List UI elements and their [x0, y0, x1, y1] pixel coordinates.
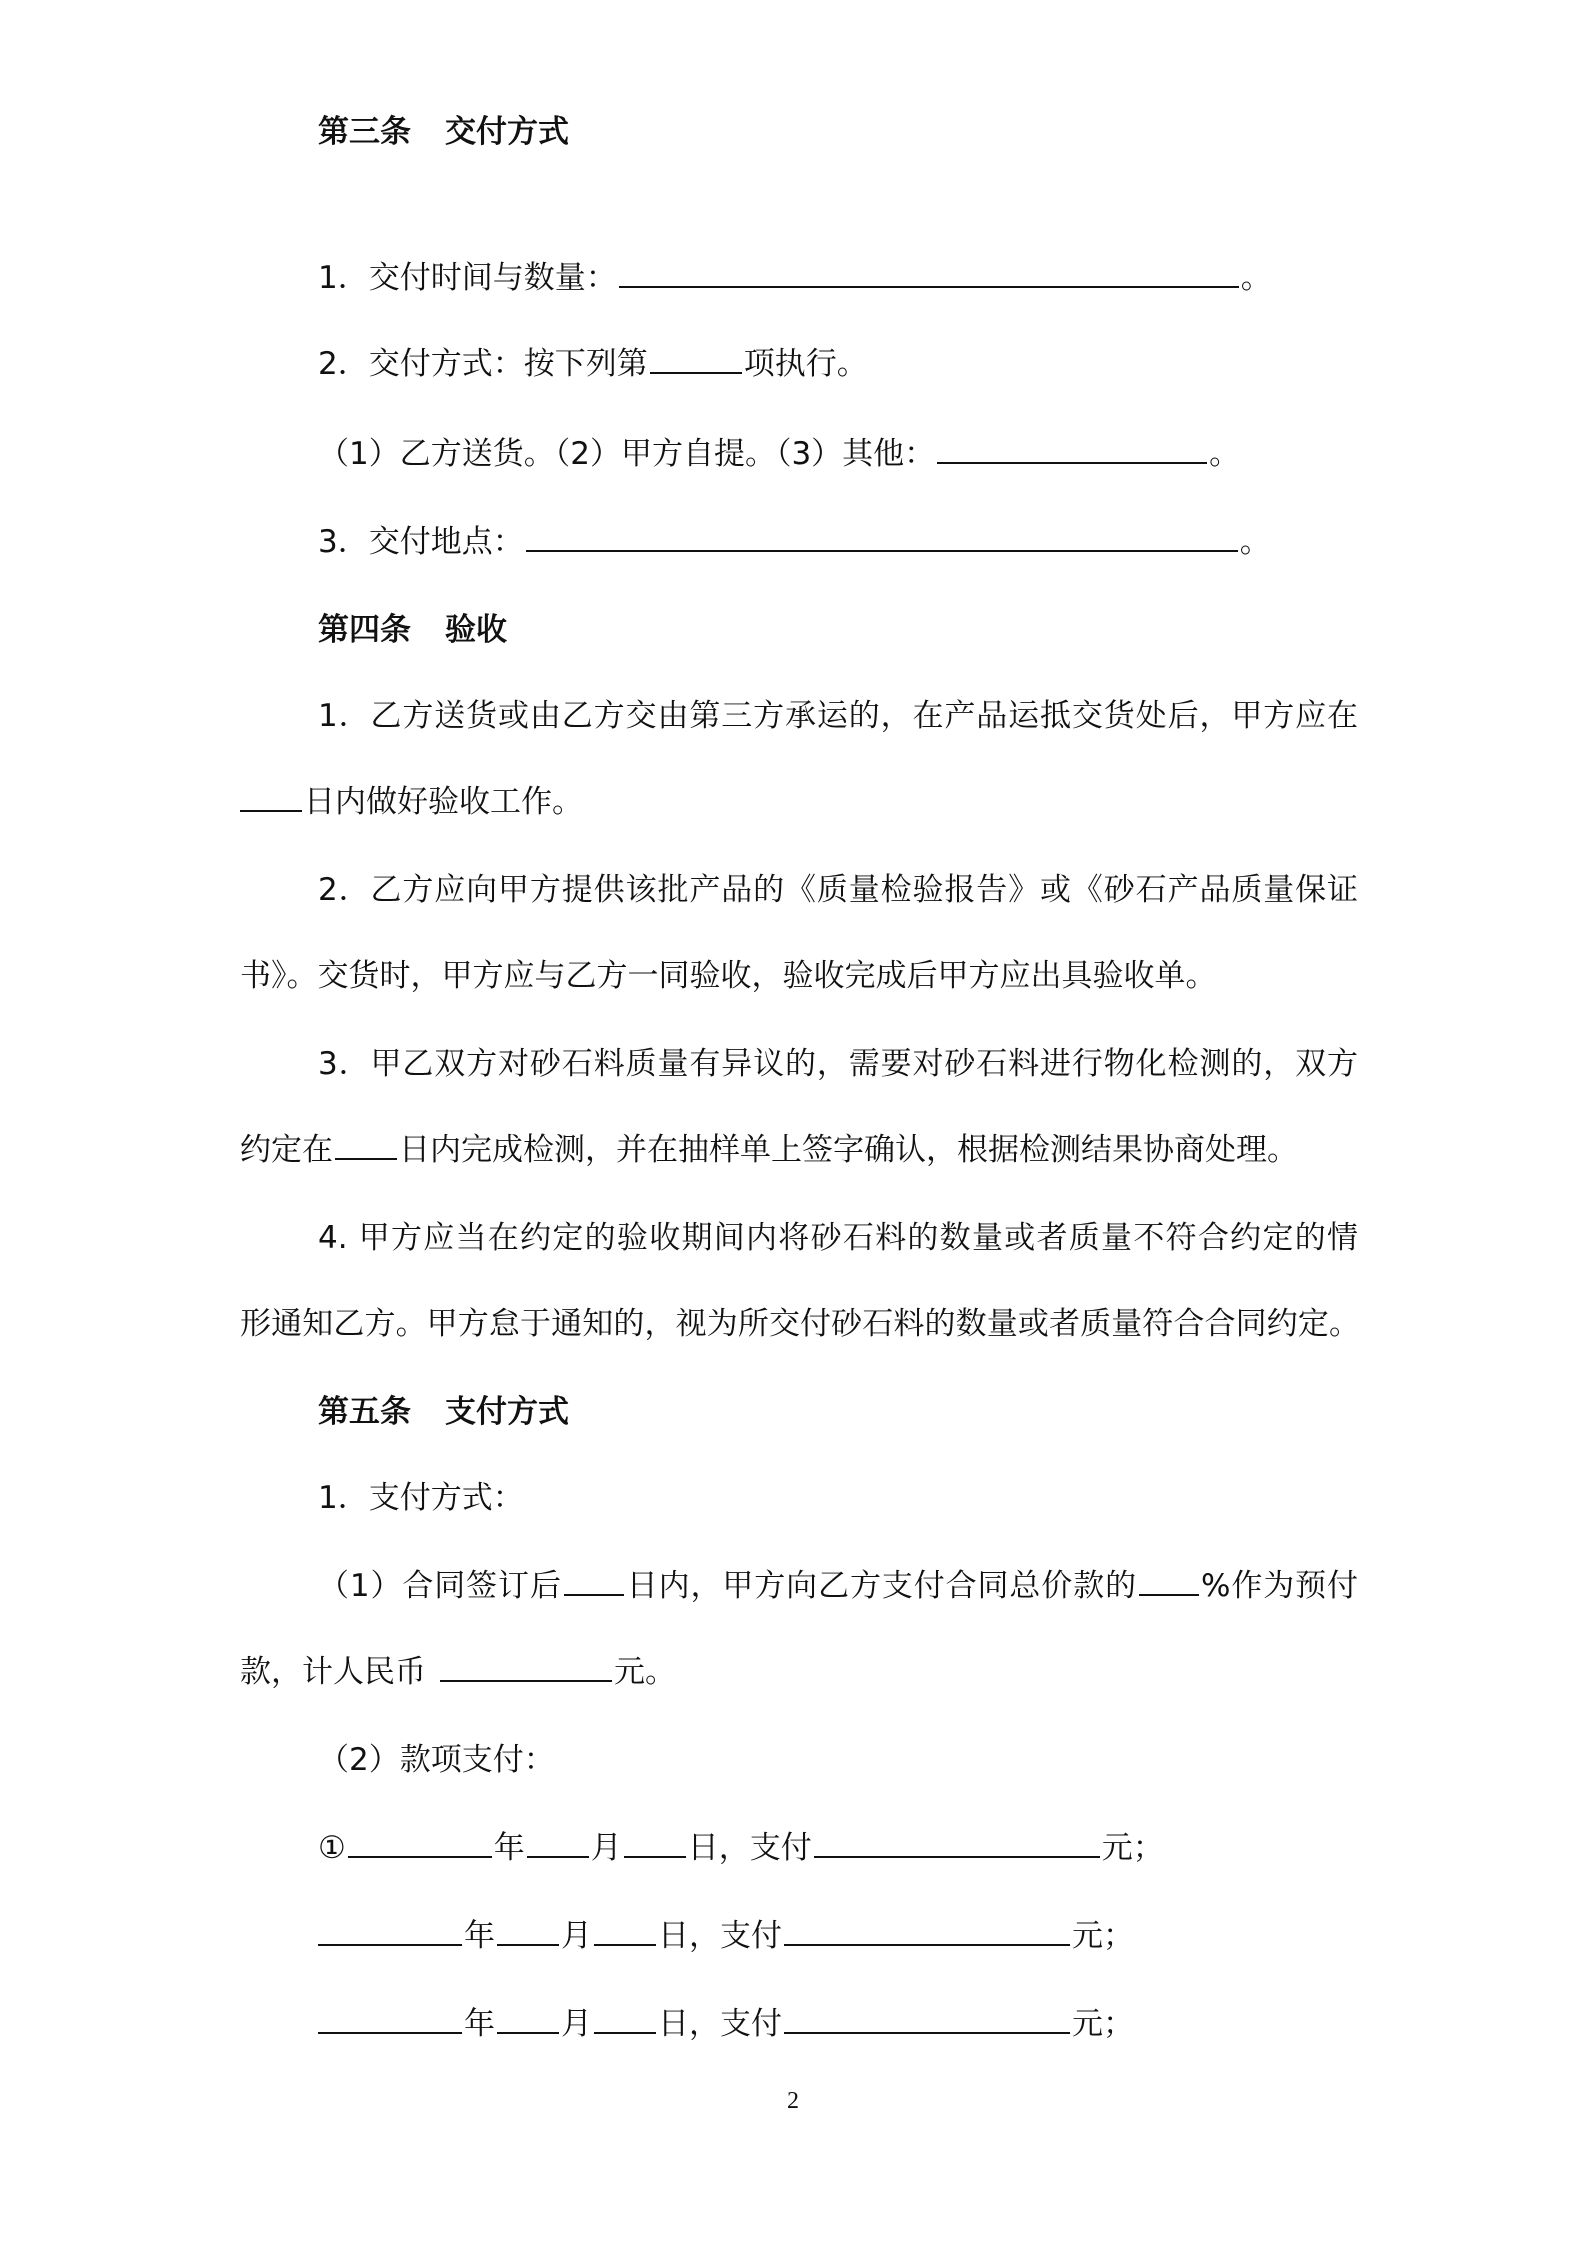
blank-field[interactable]	[624, 1826, 686, 1858]
blank-field[interactable]	[348, 1826, 492, 1858]
clause-text: 日，支付	[687, 1830, 812, 1866]
clause-text: 日内，甲方向乙方支付合同总价款的	[625, 1568, 1137, 1604]
article-number: 第四条	[318, 612, 411, 648]
blank-field[interactable]	[650, 342, 742, 374]
acceptance-clause-4-line-2	[240, 1294, 1360, 1354]
clause-text: 。	[1240, 260, 1272, 296]
blank-field[interactable]	[814, 1826, 1100, 1858]
delivery-options-line	[318, 424, 1438, 484]
acceptance-clause-2-line-1	[318, 860, 1358, 920]
clause-text: 1．乙方送货或由乙方交由第三方承运的，在产品运抵交货处后，甲方应在	[318, 698, 1358, 734]
page-number: 2	[787, 2088, 799, 2114]
prepayment-line-1	[318, 1556, 1358, 1616]
blank-field[interactable]	[526, 520, 1238, 552]
clause-text: 。	[1239, 524, 1271, 560]
blank-field[interactable]	[240, 780, 302, 812]
clause-text: （2）款项支付：	[318, 1742, 555, 1778]
delivery-time-quantity-line	[318, 248, 1438, 308]
article-5-heading	[318, 1382, 1438, 1442]
clause-text: 1．支付方式：	[318, 1480, 524, 1516]
clause-text: 4. 甲方应当在约定的验收期间内将砂石料的数量或者质量不符合约定的情	[318, 1220, 1358, 1256]
clause-text: 形通知乙方。甲方怠于通知的，视为所交付砂石料的数量或者质量符合合同约定。	[240, 1306, 1360, 1342]
clause-text: 月	[561, 2006, 592, 2042]
clause-text: 年	[464, 2006, 495, 2042]
blank-field[interactable]	[497, 1914, 559, 1946]
clause-text: 元；	[1072, 2006, 1134, 2042]
blank-field[interactable]	[619, 256, 1239, 288]
list-marker: ①	[318, 1830, 346, 1866]
article-3-heading	[318, 102, 1438, 162]
article-title: 交付方式	[445, 114, 569, 150]
blank-field[interactable]	[784, 2002, 1070, 2034]
installment-row-2	[318, 1906, 1438, 1966]
article-number: 第三条	[318, 114, 411, 150]
clause-text: 书》。交货时，甲方应与乙方一同验收，验收完成后甲方应出具验收单。	[240, 958, 1217, 994]
installment-row-1	[318, 1818, 1438, 1878]
blank-field[interactable]	[497, 2002, 559, 2034]
clause-text: 月	[561, 1918, 592, 1954]
clause-text: 项执行。	[743, 346, 868, 382]
clause-text: （1）合同签订后	[318, 1568, 562, 1604]
clause-text: 3．交付地点：	[318, 524, 524, 560]
article-title: 验收	[445, 612, 507, 648]
blank-field[interactable]	[440, 1650, 612, 1682]
article-title: 支付方式	[445, 1394, 569, 1430]
clause-text: 月	[590, 1830, 622, 1866]
article-4-heading	[318, 600, 1438, 660]
blank-field[interactable]	[527, 1826, 589, 1858]
blank-field[interactable]	[594, 2002, 656, 2034]
blank-field[interactable]	[564, 1564, 624, 1596]
clause-text: 3．甲乙双方对砂石料质量有异议的，需要对砂石料进行物化检测的，双方	[318, 1046, 1358, 1082]
acceptance-clause-4-line-1	[318, 1208, 1358, 1268]
clause-text: 年	[464, 1918, 495, 1954]
installment-heading-line	[318, 1730, 1438, 1790]
acceptance-clause-1-line-2	[240, 772, 1360, 832]
clause-text: 约定在	[240, 1132, 333, 1168]
clause-text: 日，支付	[658, 1918, 782, 1954]
payment-method-line	[318, 1468, 1438, 1528]
delivery-method-line	[318, 334, 1438, 394]
clause-text: 年	[493, 1830, 525, 1866]
blank-field[interactable]	[1139, 1564, 1199, 1596]
blank-field[interactable]	[594, 1914, 656, 1946]
clause-text: 元；	[1101, 1830, 1164, 1866]
acceptance-clause-1-line-1	[318, 686, 1358, 746]
blank-field[interactable]	[784, 1914, 1070, 1946]
acceptance-clause-3-line-1	[318, 1034, 1358, 1094]
clause-text: 款，计人民币	[240, 1654, 426, 1690]
clause-text: 。	[1209, 436, 1241, 472]
clause-text: 日，支付	[658, 2006, 782, 2042]
clause-text: 2．乙方应向甲方提供该批产品的《质量检验报告》或《砂石产品质量保证	[318, 872, 1358, 908]
article-number: 第五条	[318, 1394, 411, 1430]
clause-text: （1）乙方送货。（2）甲方自提。（3）其他：	[318, 436, 936, 472]
blank-field[interactable]	[318, 2002, 462, 2034]
clause-text: 元；	[1072, 1918, 1134, 1954]
delivery-place-line	[318, 512, 1438, 572]
clause-text: %作为预付	[1200, 1568, 1358, 1604]
clause-text: 日内完成检测，并在抽样单上签字确认，根据检测结果协商处理。	[399, 1132, 1298, 1168]
clause-text: 1．交付时间与数量：	[318, 260, 617, 296]
acceptance-clause-3-line-2	[240, 1120, 1360, 1180]
installment-row-3	[318, 1994, 1438, 2054]
blank-field[interactable]	[937, 432, 1207, 464]
clause-text: 日内做好验收工作。	[304, 784, 583, 820]
prepayment-line-2	[240, 1642, 1360, 1702]
acceptance-clause-2-line-2	[240, 946, 1360, 1006]
blank-field[interactable]	[318, 1914, 462, 1946]
clause-text: 元。	[614, 1654, 676, 1690]
clause-text: 2．交付方式：按下列第	[318, 346, 648, 382]
blank-field[interactable]	[335, 1128, 397, 1160]
